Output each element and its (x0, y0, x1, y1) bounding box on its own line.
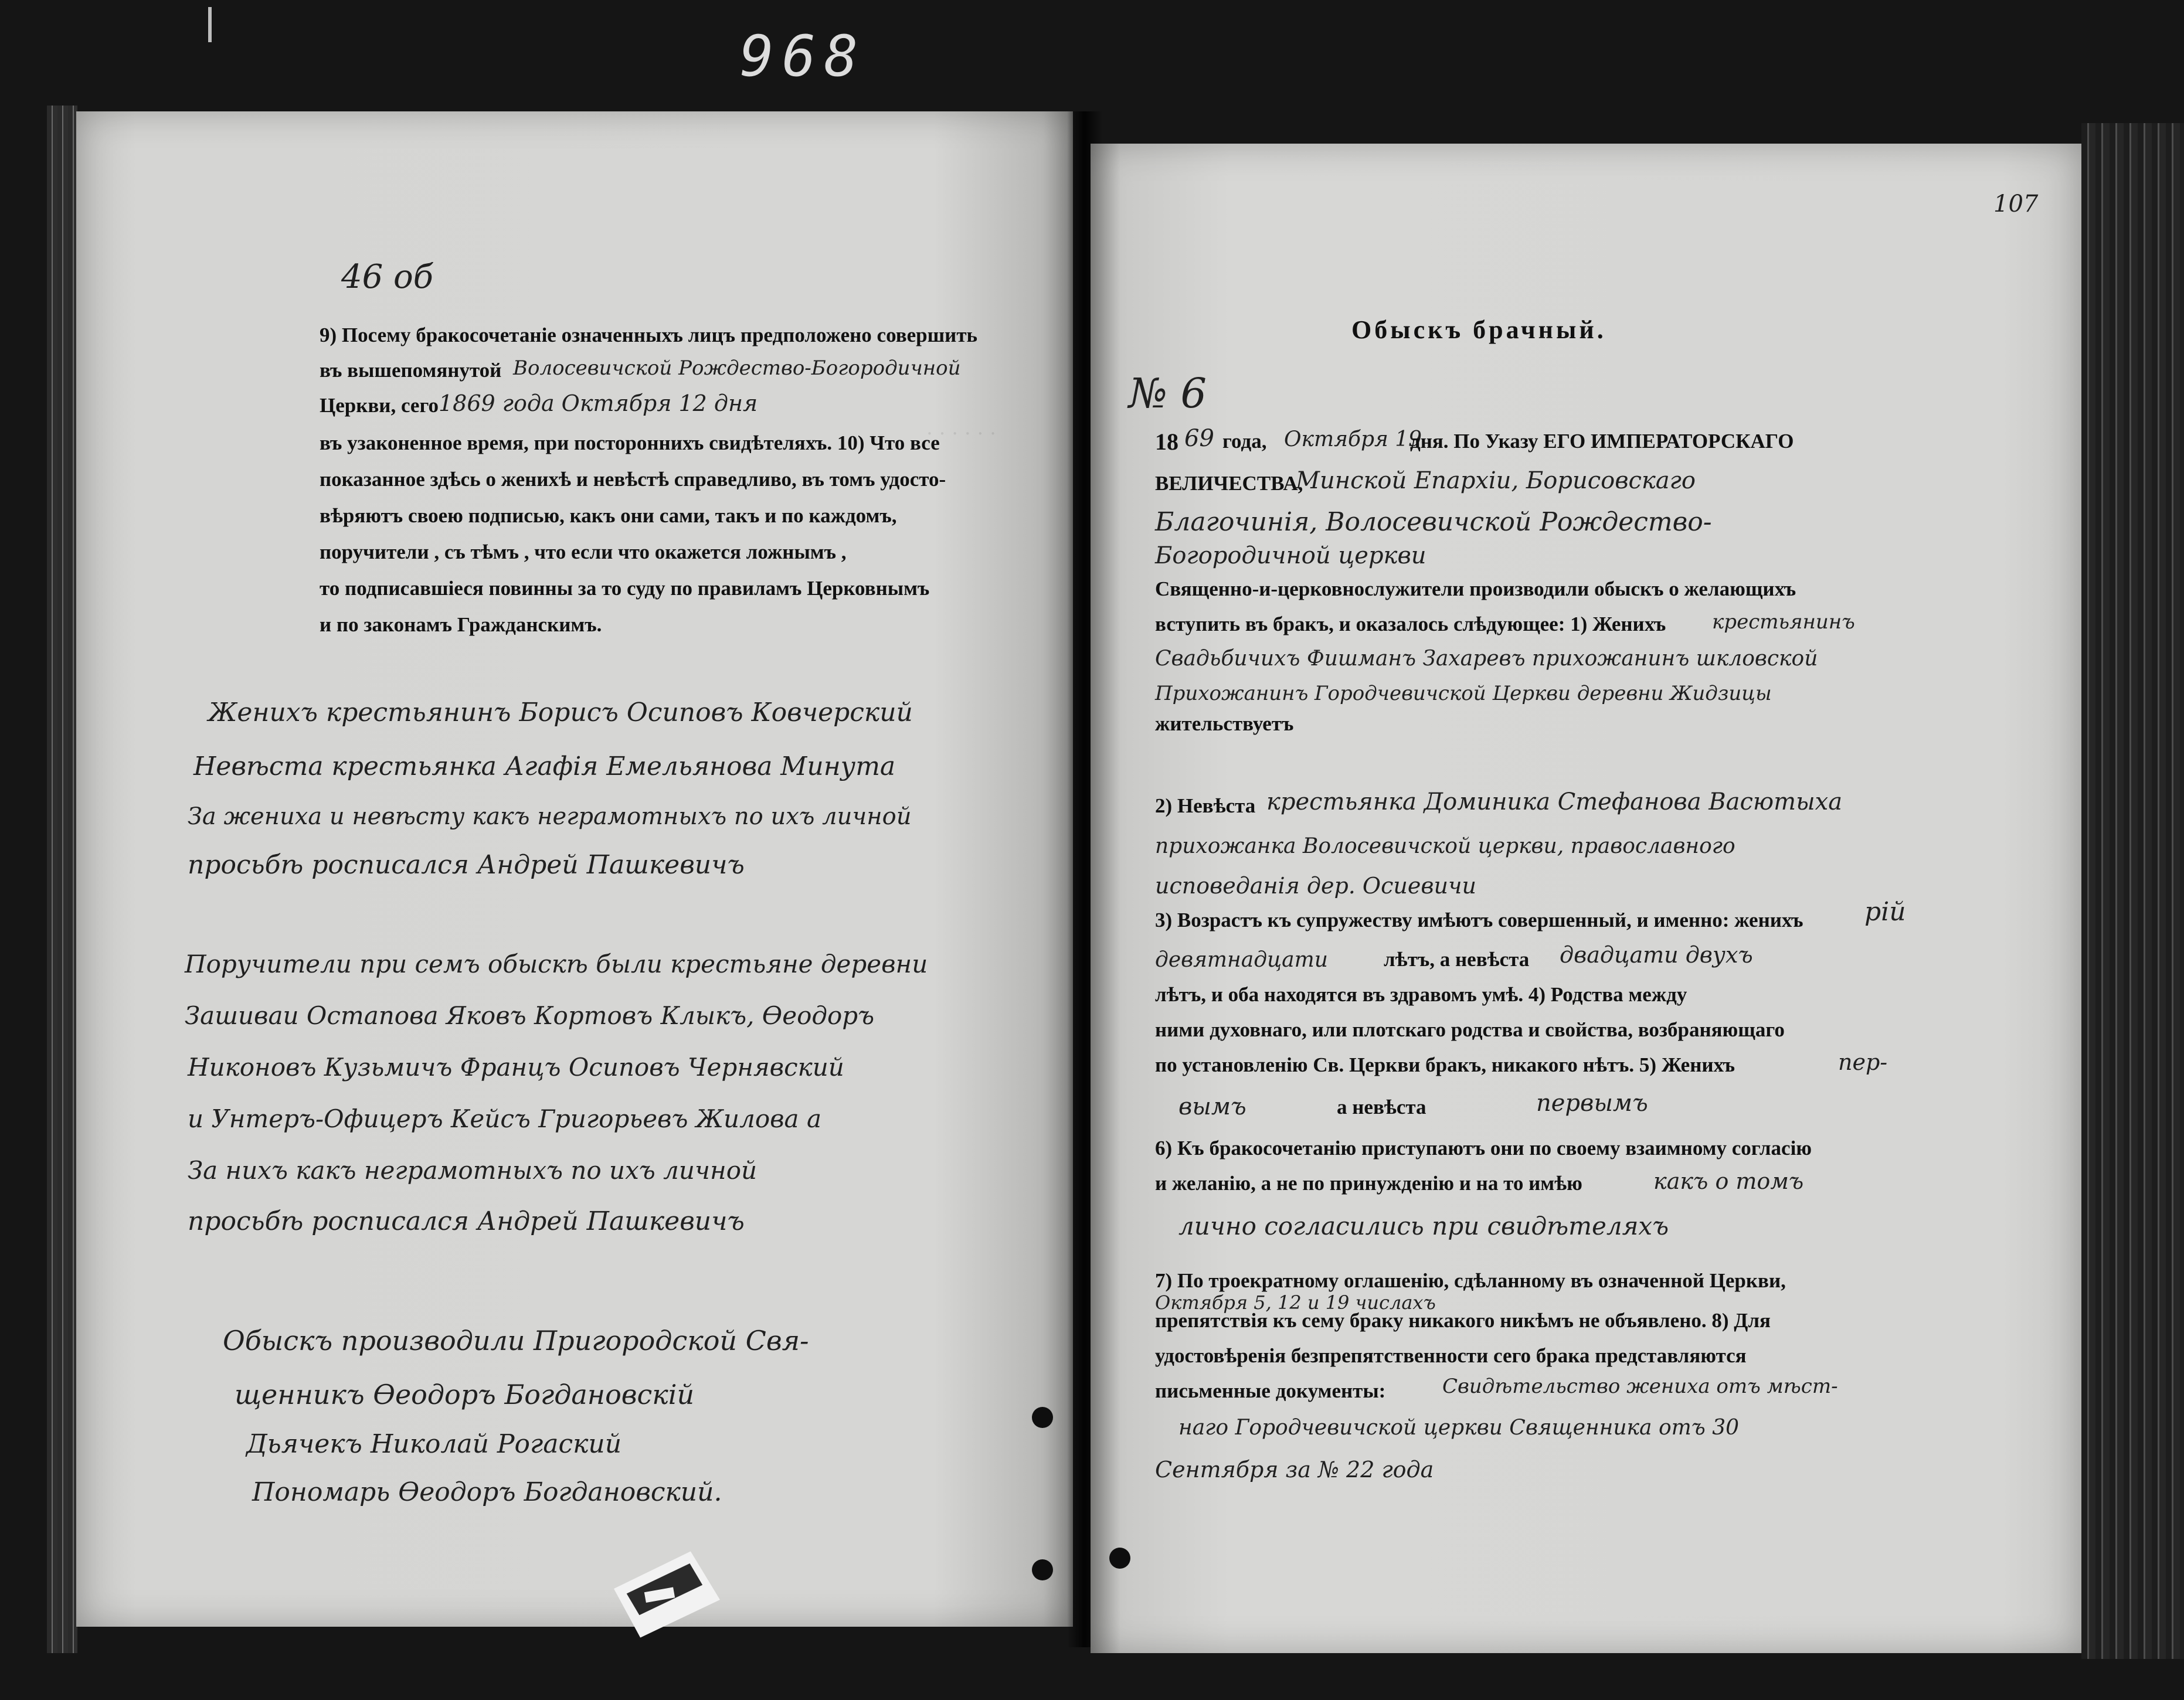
clause-9-line8: то подписавшіеся повинны за то суду по правиламъ Церковнымъ (320, 577, 930, 600)
p3-line6-printed: а невѣста (1337, 1096, 1426, 1118)
p1-line8-handwritten: Прихожанинъ Городчевичской Церкви деревни Жидзицы (1155, 682, 1772, 705)
p1-line3-handwritten: Благочинія, Волосевичской Рождество- (1155, 507, 1712, 537)
year-handwritten: 69 (1184, 425, 1214, 452)
frame-mark (208, 7, 212, 42)
clause-9-line3-handwritten: 1869 года Октября 12 дня (439, 390, 758, 416)
p7-line4-handwritten: Свидѣтельство жениха отъ мѣст- (1442, 1375, 1838, 1398)
guarantors-proxy-line2: просьбѣ росписался Андрей Пашкевичъ (188, 1206, 745, 1236)
p3-line2-printed: лѣтъ, а невѣста (1384, 948, 1530, 971)
p7-line3: удостовѣренія безпрепятственности сего брака представляются (1155, 1344, 1747, 1367)
p6-line2-handwritten: какъ о томъ (1653, 1168, 1804, 1194)
p1-line4-handwritten: Богородичной церкви (1155, 542, 1426, 569)
p7-line4-printed: письменные документы: (1155, 1379, 1386, 1402)
clause-9-line4: въ узаконенное время, при постороннихъ свидѣтеляхъ. 10) Что все (320, 431, 940, 454)
p1-mid2: дня. По Указу ЕГО ИМПЕРАТОРСКАГО (1410, 430, 1794, 453)
p3-line5-printed: по установленію Св. Церкви бракъ, никакого нѣтъ. 5) Женихъ (1155, 1053, 1735, 1076)
clergy-line1: Обыскъ производили Пригородской Свя- (223, 1325, 809, 1356)
bleed-through: . . . . . . (926, 416, 996, 440)
p3-line6-handwritten2: первымъ (1536, 1090, 1648, 1117)
folio-right: 107 (1993, 191, 2039, 217)
p2-line1-handwritten: крестьянка Доминика Стефанова Васютыха (1266, 788, 1843, 815)
bride-entry: Невѣста крестьянка Агафія Емельянова Минута (193, 752, 896, 781)
p1-line5: Священно-и-церковнослужители производили обыскъ о желающихъ (1155, 577, 1796, 600)
book-edge-left (47, 106, 77, 1653)
form-title: Обыскъ брачный. (1351, 315, 1606, 344)
p1-line2-handwritten: Минской Епархіи, Борисовскаго (1296, 467, 1696, 494)
p3-line4: ними духовнаго, или плотскаго родства и свойства, возбраняющаго (1155, 1018, 1785, 1041)
clause-9-line1: 9) Посему бракосочетаніе означенныхъ лицъ предположено совершить (320, 324, 978, 346)
p3-line1-handwritten: рій (1864, 897, 1906, 927)
groom-entry: Женихъ крестьянинъ Борисъ Осиповъ Ковчерский (208, 698, 913, 727)
clause-9-line7: поручители , съ тѣмъ , что если что окажется ложнымъ , (320, 540, 847, 563)
archive-number: 968 (740, 23, 867, 89)
book-edge-right (2081, 123, 2184, 1659)
p1-line6-printed: вступить въ бракъ, и оказалось слѣдующее: 1) Женихъ (1155, 613, 1666, 635)
p7-line1: 7) По троекратному оглашенію, сдѣланному въ означенной Церкви, (1155, 1269, 1786, 1292)
p6-line3-handwritten: лично согласились при свидѣтеляхъ (1178, 1212, 1669, 1240)
p7-line2: препятствія къ сему браку никакого никѣмъ не объявлено. 8) Для (1155, 1309, 1771, 1332)
clause-9-line6: вѣряютъ своею подписью, какъ они сами, такъ и по каждомъ, (320, 504, 897, 527)
p1-line2-printed: ВЕЛИЧЕСТВА, (1155, 472, 1303, 495)
folio-left: 46 об (341, 258, 433, 296)
clergy-line3: Дьячекъ Николай Рогаский (246, 1429, 622, 1459)
p3-line6-handwritten: вымъ (1178, 1093, 1246, 1120)
binding-hole (1032, 1559, 1053, 1580)
p7-line2-handwritten: Октября 5, 12 и 19 числахъ (1155, 1291, 1436, 1314)
p3-line2-handwritten: девятнадцати (1155, 948, 1328, 972)
guarantors-line2: Зашиваи Остапова Яковъ Кортовъ Клыкъ, Ѳеодоръ (185, 1001, 875, 1030)
p3-line2-handwritten2: двадцати двухъ (1560, 942, 1753, 968)
p2-line1-printed: 2) Невѣста (1155, 794, 1256, 817)
clause-9-line9: и по законамъ Гражданскимъ. (320, 613, 602, 636)
p7-line6-handwritten: Сентября за № 22 года (1155, 1457, 1434, 1483)
p1-line6-handwritten: крестьянинъ (1712, 610, 1855, 634)
p3-line1: 3) Возрастъ къ супружеству имѣютъ совершенный, и именно: женихъ (1155, 909, 1803, 931)
guarantors-line1: Поручители при семъ обыскѣ были крестьяне деревни (185, 950, 928, 978)
signature-proxy-line2: просьбѣ росписался Андрей Пашкевичъ (188, 850, 745, 880)
binding-hole (1032, 1407, 1053, 1428)
p3-line5-handwritten: пер- (1838, 1049, 1888, 1075)
clause-9-line2-handwritten: Волосевичской Рождество-Богородичной (513, 356, 961, 380)
record-number: № 6 (1129, 369, 1207, 417)
signature-proxy-line1: За жениха и невѣсту какъ неграмотныхъ по ихъ личной (188, 803, 912, 830)
p2-line2-handwritten: прихожанка Волосевичской церкви, православного (1155, 834, 1735, 858)
p7-line5-handwritten: наго Городчевичской церкви Священника отъ 30 (1178, 1416, 1740, 1440)
date-handwritten: Октября 19 (1284, 427, 1422, 451)
binding-hole (1109, 1548, 1130, 1569)
p3-line3: лѣтъ, и оба находятся въ здравомъ умѣ. 4) Родства между (1155, 983, 1687, 1006)
clause-9-line5: показанное здѣсь о женихѣ и невѣстѣ справедливо, въ томъ удосто- (320, 468, 946, 491)
p2-line3-handwritten: исповеданія дер. Осиевичи (1155, 873, 1477, 899)
p1-line7-handwritten: Свадьбичихъ Фишманъ Захаревъ прихожанинъ шкловской (1155, 647, 1818, 671)
p6-line1: 6) Къ бракосочетанію приступаютъ они по своему взаимному согласію (1155, 1137, 1812, 1160)
clergy-line4: Пономарь Ѳеодоръ Богдановский. (252, 1477, 722, 1507)
clergy-line2: щенникъ Ѳеодоръ Богдановскій (235, 1379, 695, 1410)
clause-9-line3-printed: Церкви, сего (320, 394, 439, 417)
year-printed: 18 (1155, 429, 1178, 455)
left-page (76, 111, 1073, 1627)
guarantors-line3: Никоновъ Кузьмичъ Францъ Осиповъ Чернявский (188, 1053, 844, 1082)
clause-9-line2-printed: въ вышепомянутой (320, 359, 502, 382)
guarantors-line4: и Унтеръ-Офицеръ Кейсъ Григорьевъ Жилова а (188, 1104, 821, 1133)
p1-line9: жительствуетъ (1155, 712, 1294, 735)
right-page (1091, 144, 2081, 1653)
p6-line2-printed: и желанію, а не по принужденію и на то имѣю (1155, 1172, 1582, 1195)
p1-mid1: года, (1222, 430, 1267, 453)
guarantors-proxy-line1: За нихъ какъ неграмотныхъ по ихъ личной (188, 1156, 758, 1185)
